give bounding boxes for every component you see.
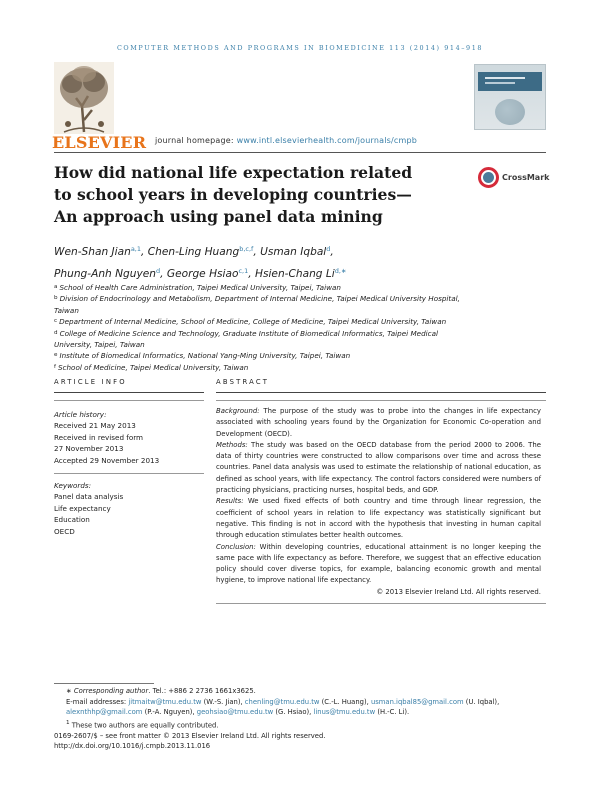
author-list — [54, 240, 524, 284]
homepage-label: journal homepage: — [155, 136, 237, 145]
abstract-results: Results: We used fixed effects of both country and time through linear regression, the coefficient of school years in relation to life expectancy was statistically significant but negative. This finding is not in accord with the hypothesis that investing in human capital through education stimulates better health outcomes. — [216, 497, 541, 540]
article-title: How did national life expectation related to school years in developing countries—An approach using panel data mining — [54, 163, 413, 226]
affiliation: $^d$ College of Medicine Science and Technology, Graduate Institute of Biomedical Informatics, Taipei Medical University, Taipei, Taiwan — [54, 328, 438, 350]
abstract-methods: Methods: The study was based on the OECD database from the period 2000 to 2006. The data of thirty countries were constructed to allow comparisons over time and across these countries. Panel data analysis was used to estimate the relationship of national education, as defined as school years, with life expectancy. The control factors considered were numbers of practicing physicians, practicing nurses, hospital beds, and GDP. — [216, 440, 541, 495]
author: Wen-Shan Jian$^{a,1}$, — [54, 245, 148, 258]
abstract-body — [216, 406, 541, 598]
journal-citation: COMPUTER METHODS AND PROGRAMS IN BIOMEDICINE 113 (2014) 914–918 — [116, 44, 484, 52]
history-line: Received in revised form — [54, 432, 144, 442]
author: Usman Iqbal$^d$, — [260, 245, 334, 258]
history-line: 27 November 2013 — [54, 444, 124, 454]
abstract-end-rule — [216, 603, 546, 604]
publisher-name: ELSEVIER — [52, 133, 147, 152]
issn-line: 0169-2607/$ – see front matter © 2013 Elsevier Ireland Ltd. All rights reserved. — [54, 731, 326, 740]
email-addresses: E-mail addresses: jitmaitw@tmu.edu.tw (W.-S. Jian), chenling@tmu.edu.tw (C.-L. Huang), usman.iqbal85@gmail.com (U. Iqbal), alexnthhp@gmail.com (P.-A. Nguyen), geohsiao@tmu.edu.tw (G. Hsiao), linus@tmu.edu.tw (H.-C. Li). — [66, 697, 500, 717]
copyright: © 2013 Elsevier Ireland Ltd. All rights reserved. — [376, 587, 541, 596]
keywords-label: Keywords: — [54, 481, 92, 491]
email-link[interactable]: usman.iqbal85@gmail.com — [370, 697, 464, 706]
history-line: Received 21 May 2013 — [54, 421, 136, 431]
journal-homepage — [155, 136, 417, 145]
keywords-divider — [54, 473, 204, 474]
abstract-background: Background: The purpose of the study was to probe into the changes in life expectancy associated with schooling years found by the Organization for Economic Co-operation and Development (OECD). — [216, 407, 541, 438]
author: Chen-Ling Huang$^{b,c,f}$, — [147, 245, 261, 258]
affiliation: $^b$ Division of Endocrinology and Metabolism, Department of Internal Medicine, Taipei Medical University Hospital, Taiwan — [54, 294, 460, 315]
article-info-rule — [54, 392, 204, 393]
journal-cover-image — [474, 64, 546, 130]
email-link[interactable]: alexnthhp@gmail.com — [66, 708, 143, 717]
keyword: OECD — [54, 526, 75, 536]
keyword: Education — [54, 515, 90, 525]
doi-link[interactable]: http://dx.doi.org/10.1016/j.cmpb.2013.11.016 — [54, 742, 211, 751]
article-info-heading: ARTICLE INFO — [54, 378, 127, 386]
keyword: Life expectancy — [54, 503, 111, 513]
abstract-subrule — [216, 400, 546, 401]
affiliation: $^c$ Department of Internal Medicine, School of Medicine, College of Medicine, Taipei Medical University, Taiwan — [54, 317, 447, 327]
article-info-subrule — [54, 400, 204, 401]
email-link[interactable]: chenling@tmu.edu.tw — [244, 697, 320, 706]
abstract-rule — [216, 392, 546, 393]
abstract-heading: ABSTRACT — [216, 378, 270, 386]
history-line: Accepted 29 November 2013 — [54, 455, 160, 465]
affiliation: $^a$ School of Health Care Administration, Taipei Medical University, Taipei, Taiwan — [54, 283, 341, 292]
crossmark-label: CrossMark — [502, 173, 550, 182]
header-rule — [54, 152, 546, 153]
abstract-conclusion: Conclusion: Within developing countries, educational attainment is no longer keeping the same pace with life expectancy as before. Therefore, we suggest that an effective education policy should cover diverse topics, for example, balancing economic growth and mental hygiene, to improve national life expectancy. — [216, 542, 541, 585]
affiliation: $^f$ School of Medicine, Taipei Medical University, Taiwan — [54, 362, 249, 372]
author: Hsien-Chang $Li^{d,∗}$ — [255, 267, 347, 280]
article-info — [54, 409, 204, 537]
footnote-rule — [54, 683, 154, 684]
email-link[interactable]: jitmaitw@tmu.edu.tw — [128, 697, 202, 706]
affiliation-list — [54, 282, 474, 373]
footnotes — [54, 686, 546, 752]
author: Phung-Anh Nguyen$^d$, — [54, 267, 167, 280]
history-label: Article history: — [54, 410, 107, 419]
keyword: Panel data analysis — [54, 492, 124, 502]
crossmark-badge[interactable] — [478, 167, 550, 189]
affiliation: $^e$ Institute of Biomedical Informatics, National Yang-Ming University, Taipei, Taiwan — [54, 351, 351, 361]
equal-contribution-note: $^1$ These two authors are equally contributed. — [66, 719, 219, 730]
author: George Hsiao$^{c,1}$, — [166, 267, 255, 280]
email-link[interactable]: linus@tmu.edu.tw — [313, 708, 376, 717]
corresponding-author-note: ∗ Corresponding author. Tel.: +886 2 2736 1661x3625. — [66, 687, 256, 695]
email-link[interactable]: geohsiao@tmu.edu.tw — [196, 708, 274, 717]
homepage-link[interactable]: www.intl.elsevierhealth.com/journals/cmpb — [236, 136, 418, 145]
